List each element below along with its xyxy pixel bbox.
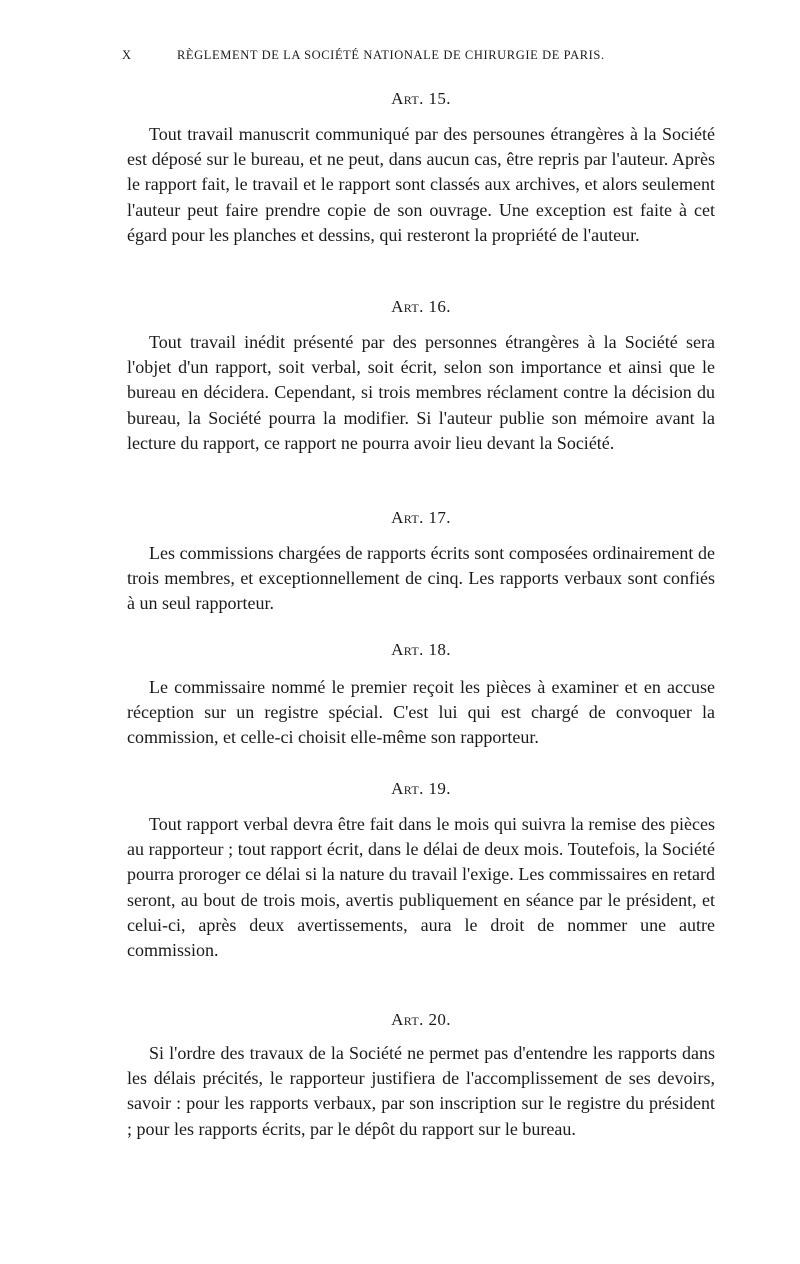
- article-16: [127, 294, 715, 456]
- running-title: RÈGLEMENT DE LA SOCIÉTÉ NATIONALE DE CHIRURGIE DE PARIS.: [177, 48, 605, 62]
- article-heading: [127, 505, 715, 531]
- article-text: Les commissions chargées de rapports écrits sont composées ordinairement de trois membres, et exceptionnellement de cinq. Les rapports verbaux sont confiés à un seul rapporteur.: [127, 543, 715, 614]
- article-label: Art.: [391, 779, 424, 798]
- article-text: Tout travail manuscrit communiqué par des persounes étrangères à la Société est déposé sur le bureau, et ne peut, dans aucun cas, être repris par l'auteur. Après le rapport fait, le travail et le rapport sont classés aux archives, et alors seulement l'auteur peut faire prendre copie de son ouvrage. Une exception est faite à cet égard pour les planches et dessins, qui resteront la propriété de l'auteur.: [127, 124, 715, 245]
- article-label: Art.: [391, 640, 424, 659]
- article-label: Art.: [391, 1010, 424, 1029]
- article-heading: [127, 294, 715, 320]
- article-heading: [127, 86, 715, 112]
- article-heading: [127, 637, 715, 663]
- article-number: 15.: [428, 89, 451, 108]
- article-heading: [127, 776, 715, 802]
- article-19: [127, 776, 715, 963]
- article-text: Tout travail inédit présenté par des personnes étrangères à la Société sera l'objet d'un rapport, soit verbal, soit écrit, selon son importance et ainsi que le bureau en décidera. Cependant, si trois membres réclament contre la décision du bureau, la Société pourra la modifier. Si l'auteur publie son mémoire avant la lecture du rapport, ce rapport ne pourra avoir lieu devant la Société.: [127, 332, 715, 453]
- article-text: Si l'ordre des travaux de la Société ne permet pas d'entendre les rapports dans les délais précités, le rapporteur justifiera de l'accomplissement de ses devoirs, savoir : pour les rapports verbaux, par son inscription sur le registre du président ; pour les rapports écrits, par le dépôt du rapport sur le bureau.: [127, 1043, 715, 1139]
- article-number: 16.: [428, 297, 451, 316]
- article-number: 19.: [428, 779, 451, 798]
- article-label: Art.: [391, 508, 424, 527]
- running-head: [122, 48, 715, 68]
- article-label: Art.: [391, 89, 424, 108]
- article-15: [127, 86, 715, 248]
- article-heading: [127, 1007, 715, 1033]
- article-text: Tout rapport verbal devra être fait dans le mois qui suivra la remise des pièces au rapporteur ; tout rapport écrit, dans le délai de deux mois. Toutefois, la Société pourra proroger ce délai si la nature du travail l'exige. Les commissaires en retard seront, au bout de trois mois, avertis publiquement en séance par le président, et celui-ci, après deux avertissements, aura le droit de nommer une autre commission.: [127, 814, 715, 961]
- article-18: [127, 637, 715, 751]
- article-number: 17.: [428, 508, 451, 527]
- page-number: X: [122, 48, 132, 62]
- article-number: 20.: [428, 1010, 451, 1029]
- article-17: [127, 505, 715, 617]
- article-text: Le commissaire nommé le premier reçoit les pièces à examiner et en accuse réception sur un registre spécial. C'est lui qui est chargé de convoquer la commission, et celle-ci choisit elle-même son rapporteur.: [127, 677, 715, 748]
- article-20: [127, 1007, 715, 1142]
- article-label: Art.: [391, 297, 424, 316]
- article-number: 18.: [428, 640, 451, 659]
